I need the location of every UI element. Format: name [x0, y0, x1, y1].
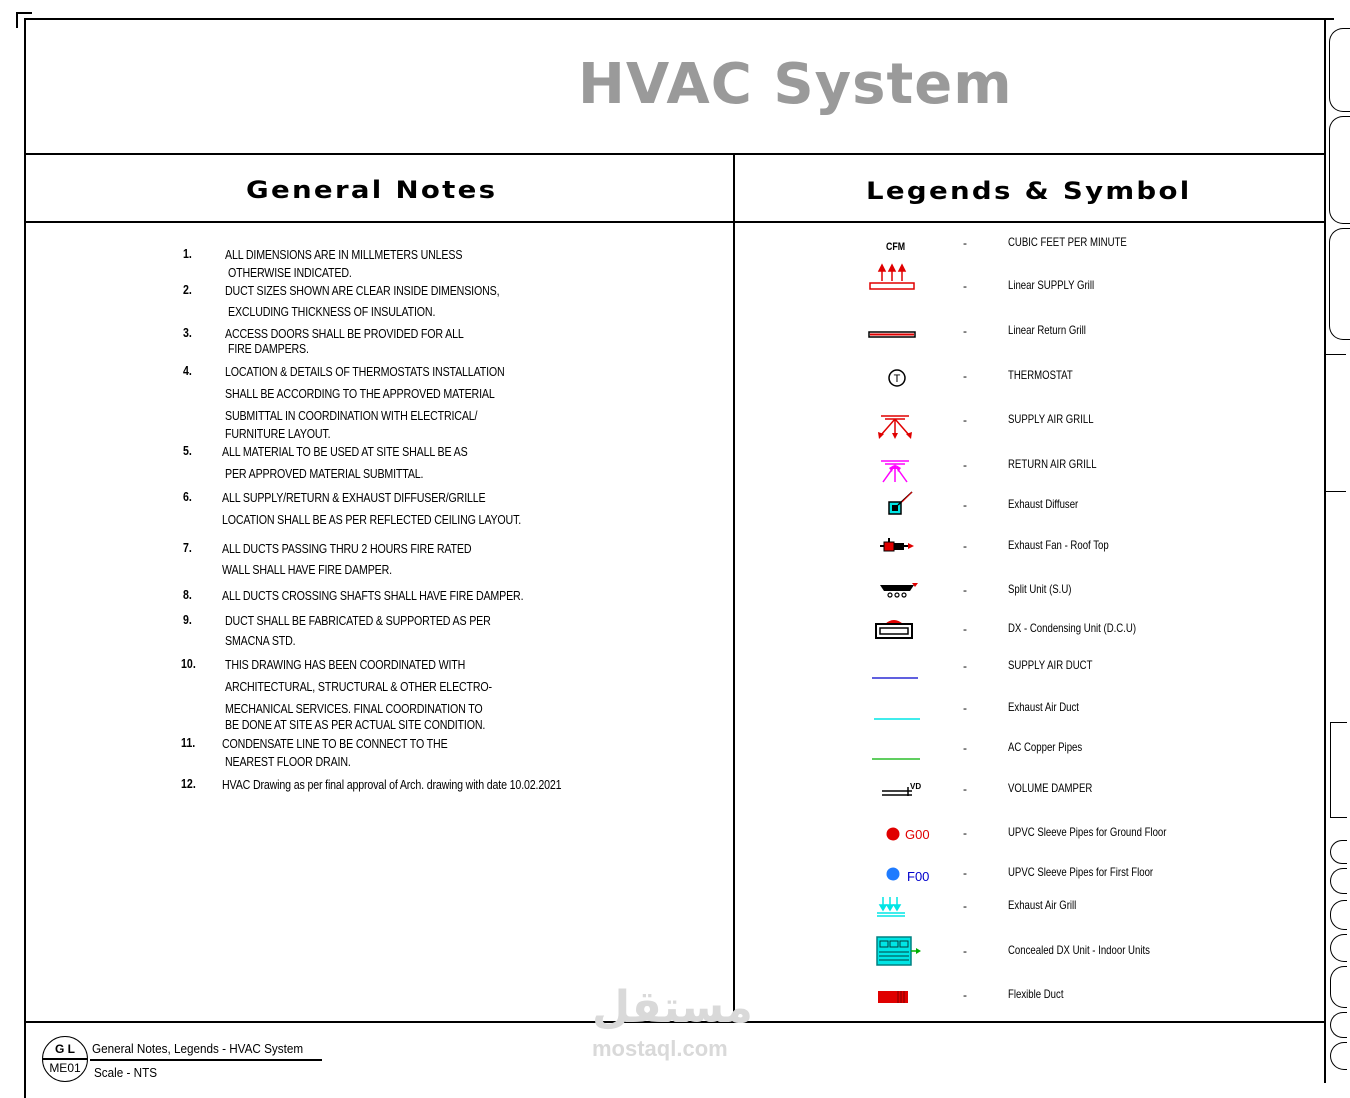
- legend-label: SUPPLY AIR DUCT: [1008, 658, 1093, 672]
- exhaust-air-grill-icon: [875, 895, 909, 924]
- cfm-symbol-text: CFM: [886, 241, 906, 253]
- legend-label: Exhaust Fan - Roof Top: [1008, 538, 1109, 552]
- svg-text:F00: F00: [907, 869, 930, 884]
- legend-label: VOLUME DAMPER: [1008, 781, 1093, 795]
- linear-return-grill-icon: [868, 327, 918, 345]
- note-text-line: ALL DUCTS CROSSING SHAFTS SHALL HAVE FIRE DAMPER.: [222, 588, 524, 603]
- note-number: 1.: [183, 247, 192, 261]
- title-block-fragment: [1326, 354, 1346, 492]
- svg-text:T: T: [893, 373, 901, 385]
- legend-separator: -: [963, 659, 967, 673]
- note-text-line: ALL SUPPLY/RETURN & EXHAUST DIFFUSER/GRILLE: [222, 490, 486, 505]
- upvc-first-floor-icon: [885, 866, 935, 889]
- note-text-line: NEAREST FLOOR DRAIN.: [225, 754, 351, 769]
- page-title: HVAC System: [578, 52, 1013, 117]
- note-text-line: ARCHITECTURAL, STRUCTURAL & OTHER ELECTRO-: [225, 679, 492, 694]
- legend-separator: -: [963, 498, 967, 512]
- sheet-badge: [42, 1036, 88, 1082]
- legend-separator: -: [963, 279, 967, 293]
- legend-label: THERMOSTAT: [1008, 368, 1073, 382]
- note-text-line: EXCLUDING THICKNESS OF INSULATION.: [228, 304, 436, 319]
- note-text-line: ALL DIMENSIONS ARE IN MILLMETERS UNLESS: [225, 247, 463, 262]
- footer-title: General Notes, Legends - HVAC System: [92, 1041, 304, 1056]
- legend-separator: -: [963, 324, 967, 338]
- legend-separator: -: [963, 369, 967, 383]
- note-text-line: HVAC Drawing as per final approval of Arch. drawing with date 10.02.2021: [222, 777, 562, 792]
- note-number: 6.: [183, 490, 192, 504]
- note-text-line: ALL MATERIAL TO BE USED AT SITE SHALL BE AS: [222, 444, 468, 459]
- svg-text:VD: VD: [910, 782, 922, 791]
- note-number: 7.: [183, 541, 192, 555]
- svg-text:G00: G00: [905, 827, 930, 842]
- footer-scale: Scale - NTS: [94, 1065, 158, 1080]
- note-number: 10.: [181, 657, 196, 671]
- split-unit-icon: [878, 581, 922, 606]
- note-text-line: FURNITURE LAYOUT.: [225, 426, 331, 441]
- exhaust-diffuser-icon: [884, 490, 918, 525]
- legend-label: Exhaust Air Duct: [1008, 700, 1079, 714]
- note-text-line: ALL DUCTS PASSING THRU 2 HOURS FIRE RATED: [222, 541, 472, 556]
- return-air-grill-icon: [873, 458, 917, 491]
- concealed-dx-unit-icon: [874, 934, 924, 973]
- legend-separator: -: [963, 866, 967, 880]
- note-text-line: WALL SHALL HAVE FIRE DAMPER.: [222, 562, 392, 577]
- flexible-duct-icon: [876, 989, 912, 1010]
- legend-label: Exhaust Diffuser: [1008, 497, 1079, 511]
- legend-label: RETURN AIR GRILL: [1008, 457, 1097, 471]
- condensing-unit-icon: [873, 618, 915, 647]
- note-text-line: OTHERWISE INDICATED.: [228, 265, 352, 280]
- thermostat-icon: [886, 367, 908, 394]
- legend-separator: -: [963, 899, 967, 913]
- note-text-line: BE DONE AT SITE AS PER ACTUAL SITE CONDITION.: [225, 717, 486, 732]
- note-text-line: DUCT SHALL BE FABRICATED & SUPPORTED AS PER: [225, 613, 491, 628]
- title-block-divider: [1324, 18, 1326, 1083]
- legend-separator: -: [963, 622, 967, 636]
- watermark-latin: mostaql.com: [592, 1036, 728, 1061]
- note-text-line: DUCT SIZES SHOWN ARE CLEAR INSIDE DIMENSIONS,: [225, 283, 500, 298]
- note-text-line: SHALL BE ACCORDING TO THE APPROVED MATERIAL: [225, 386, 495, 401]
- legend-label: DX - Condensing Unit (D.C.U): [1008, 621, 1137, 635]
- section-head-divider: [24, 221, 1326, 223]
- note-number: 11.: [181, 736, 196, 750]
- header-divider: [24, 153, 1326, 155]
- exhaust-fan-icon: [878, 537, 918, 560]
- ac-copper-pipes-line: [872, 748, 922, 766]
- legend-separator: -: [963, 539, 967, 553]
- title-block-fragment: [1330, 840, 1347, 864]
- legend-label: AC Copper Pipes: [1008, 740, 1083, 754]
- note-text-line: SUBMITTAL IN COORDINATION WITH ELECTRICAL/: [225, 408, 478, 423]
- note-text-line: LOCATION SHALL BE AS PER REFLECTED CEILING LAYOUT.: [222, 512, 522, 527]
- note-text-line: THIS DRAWING HAS BEEN COORDINATED WITH: [225, 657, 466, 672]
- legends-heading: Legends & Symbol: [866, 177, 1192, 205]
- title-block-fragment: [1329, 116, 1350, 224]
- note-number: 8.: [183, 588, 192, 602]
- volume-damper-icon: [880, 781, 920, 804]
- legend-label: Concealed DX Unit - Indoor Units: [1008, 943, 1150, 957]
- legend-label: UPVC Sleeve Pipes for Ground Floor: [1008, 825, 1167, 839]
- note-text-line: SMACNA STD.: [225, 633, 296, 648]
- badge-bottom-text: ME01: [49, 1061, 81, 1075]
- watermark-arabic: مستقل: [592, 982, 753, 1033]
- legend-separator: -: [963, 782, 967, 796]
- note-text-line: MECHANICAL SERVICES. FINAL COORDINATION TO: [225, 701, 483, 716]
- note-number: 12.: [181, 777, 196, 791]
- upvc-ground-floor-icon: [885, 826, 935, 849]
- general-notes-heading: General Notes: [246, 176, 498, 204]
- note-text-line: ACCESS DOORS SHALL BE PROVIDED FOR ALL: [225, 326, 464, 341]
- legend-label: Split Unit (S.U): [1008, 582, 1072, 596]
- legend-label: Linear SUPPLY Grill: [1008, 278, 1095, 292]
- note-number: 2.: [183, 283, 192, 297]
- exhaust-air-duct-line: [874, 708, 922, 726]
- supply-air-duct-line: [872, 667, 920, 685]
- legend-separator: -: [963, 826, 967, 840]
- badge-top-text: G L: [55, 1042, 75, 1056]
- title-block-fragment: [1329, 28, 1350, 112]
- legend-label: Exhaust Air Grill: [1008, 898, 1077, 912]
- legend-label: SUPPLY AIR GRILL: [1008, 412, 1094, 426]
- footer-title-underline: [90, 1059, 322, 1061]
- legend-label: Flexible Duct: [1008, 987, 1064, 1001]
- legend-label: CUBIC FEET PER MINUTE: [1008, 235, 1127, 249]
- note-number: 5.: [183, 444, 192, 458]
- title-block-fragment: [1329, 228, 1350, 340]
- legend-label: Linear Return Grill: [1008, 323, 1086, 337]
- note-number: 4.: [183, 364, 192, 378]
- legend-label: UPVC Sleeve Pipes for First Floor: [1008, 865, 1154, 879]
- title-block-fragment: [1330, 722, 1347, 818]
- note-text-line: FIRE DAMPERS.: [228, 341, 309, 356]
- supply-air-grill-icon: [873, 413, 917, 446]
- legend-separator: -: [963, 458, 967, 472]
- note-text-line: PER APPROVED MATERIAL SUBMITTAL.: [225, 466, 424, 481]
- note-number: 3.: [183, 326, 192, 340]
- column-divider: [733, 153, 735, 1023]
- note-number: 9.: [183, 613, 192, 627]
- legend-separator: -: [963, 236, 967, 250]
- legend-separator: -: [963, 988, 967, 1002]
- note-text-line: LOCATION & DETAILS OF THERMOSTATS INSTALLATION: [225, 364, 505, 379]
- legend-separator: -: [963, 944, 967, 958]
- note-text-line: CONDENSATE LINE TO BE CONNECT TO THE: [222, 736, 448, 751]
- legend-separator: -: [963, 701, 967, 715]
- legend-separator: -: [963, 741, 967, 755]
- legend-separator: -: [963, 413, 967, 427]
- legend-separator: -: [963, 583, 967, 597]
- linear-supply-grill-icon: [868, 263, 918, 298]
- title-block-fragment: [1330, 966, 1347, 1008]
